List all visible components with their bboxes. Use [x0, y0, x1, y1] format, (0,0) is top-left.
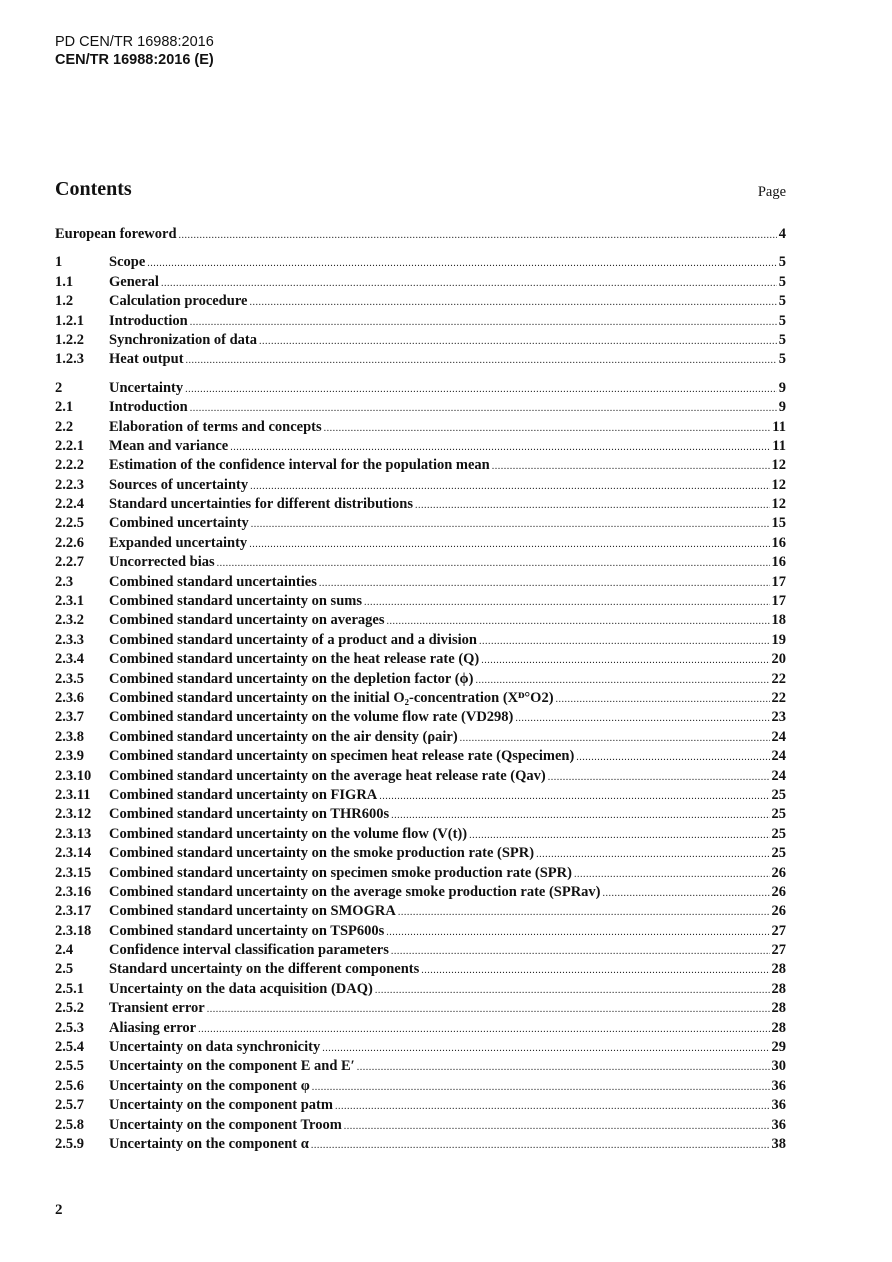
toc-entry-page: 5: [778, 351, 786, 368]
toc-entry[interactable]: [55, 1136, 786, 1155]
toc-entry-number: 2.2.7: [55, 554, 84, 571]
toc-entry-title: Introduction: [109, 399, 188, 416]
toc-entry-number: 2.5.4: [55, 1039, 84, 1056]
toc-entry-title: Synchronization of data: [109, 331, 257, 348]
toc-entry-number: 1.2.1: [55, 312, 84, 329]
toc-entry-page: 24: [771, 767, 786, 784]
toc-entry-page: 20: [771, 651, 786, 668]
toc-entry[interactable]: [55, 1058, 786, 1077]
toc-entry-number: 2.3.3: [55, 631, 84, 648]
toc-entry-title: Combined standard uncertainty on the heat release rate (Q): [109, 651, 480, 668]
toc-entry-page: 28: [771, 961, 786, 978]
toc-entry-page: 36: [771, 1116, 786, 1133]
toc-entry-number: 2: [55, 379, 63, 396]
toc-entry-number: 1.2: [55, 293, 74, 310]
toc-entry[interactable]: [55, 1020, 786, 1039]
toc-entry-page: 19: [771, 631, 786, 648]
toc-entry[interactable]: [55, 254, 786, 273]
toc-entry[interactable]: [55, 690, 786, 709]
toc-entry-title: Combined standard uncertainty on the depletion factor (ϕ): [109, 670, 474, 687]
toc-entry[interactable]: [55, 515, 786, 534]
toc-entry-title: Introduction: [109, 312, 188, 329]
toc-entry-page: 28: [771, 980, 786, 997]
toc-entry-title: Elaboration of terms and concepts: [109, 418, 322, 435]
toc-entry-number: 2.2: [55, 418, 74, 435]
toc-entry[interactable]: [55, 226, 786, 245]
toc-entry-title: Combined standard uncertainty on FIGRA: [109, 786, 378, 803]
toc-entry[interactable]: [55, 961, 786, 980]
page-column-label: Page: [757, 184, 786, 200]
toc-entry-page: 5: [778, 273, 786, 290]
toc-entry[interactable]: [55, 380, 786, 399]
toc-entry-page: 36: [771, 1077, 786, 1094]
toc-entry[interactable]: [55, 1039, 786, 1058]
toc-entry-number: 2.3.1: [55, 593, 84, 610]
toc-entry-title: Uncorrected bias: [109, 554, 215, 571]
toc-entry-title: Combined standard uncertainty on the volume flow (V(t)): [109, 825, 468, 842]
toc-entry-page: 5: [778, 331, 786, 348]
toc-entry-title: Aliasing error: [109, 1019, 197, 1036]
toc-entry-title: Combined standard uncertainty of a product and a division: [109, 631, 477, 648]
toc-entry-number: 2.3.8: [55, 728, 84, 745]
toc-entry-title: Standard uncertainties for different distributions: [109, 496, 413, 513]
toc-entry-number: 2.3.18: [55, 922, 92, 939]
toc-entry-number: 2.5.3: [55, 1019, 84, 1036]
toc-entry-page: 5: [778, 312, 786, 329]
toc-entry-number: 2.5.6: [55, 1077, 84, 1094]
toc-entry[interactable]: [55, 651, 786, 670]
toc-entry-number: 2.3.13: [55, 825, 92, 842]
toc-entry-page: 26: [771, 903, 786, 920]
toc-entry[interactable]: [55, 632, 786, 651]
toc-entry-page: 24: [771, 728, 786, 745]
toc-entry-number: 2.2.1: [55, 437, 84, 454]
toc-entry-number: 2.2.6: [55, 534, 84, 551]
toc-entry-title: Combined standard uncertainty on the average smoke production rate (SPRav): [109, 883, 601, 900]
toc-entry[interactable]: [55, 865, 786, 884]
toc-entry-title: Combined standard uncertainty on TSP600s: [109, 922, 385, 939]
toc-entry-title: Uncertainty on the component Troom: [109, 1116, 342, 1133]
toc-entry[interactable]: [55, 554, 786, 573]
toc-entry-title: Transient error: [109, 1000, 205, 1017]
toc-entry-page: 29: [771, 1039, 786, 1056]
toc-entry[interactable]: [55, 1078, 786, 1097]
toc-entry-number: 2.3.2: [55, 612, 84, 629]
toc-entry-number: 2.2.2: [55, 457, 84, 474]
toc-entry-page: 16: [771, 554, 786, 571]
toc-entry-number: 2.2.5: [55, 515, 84, 532]
page-number: 2: [55, 1202, 63, 1218]
toc-entry-number: 2.5.1: [55, 980, 84, 997]
toc-entry-number: 2.3.6: [55, 689, 84, 706]
toc-entry-title: Combined standard uncertainty on the initial O₂-concentration (Xᴰ°O2): [109, 689, 554, 706]
toc-entry[interactable]: [55, 1117, 786, 1136]
toc-entry-title: Sources of uncertainty: [109, 476, 249, 493]
toc-entry-number: 2.5.8: [55, 1116, 84, 1133]
toc-entry-number: 1.2.2: [55, 331, 84, 348]
toc-entry-page: 17: [771, 593, 786, 610]
toc-entry[interactable]: [55, 942, 786, 961]
toc-entry[interactable]: [55, 496, 786, 515]
toc-entry-title: Combined standard uncertainty on the volume flow rate (VD298): [109, 709, 514, 726]
toc-entry-number: 2.5.7: [55, 1097, 84, 1114]
toc-entry-number: 2.3.17: [55, 903, 92, 920]
toc-entry-page: 25: [771, 786, 786, 803]
toc-entry[interactable]: [55, 787, 786, 806]
toc-entry-number: 2.3.15: [55, 864, 92, 881]
toc-entry-title: Combined standard uncertainty on the average heat release rate (Qav): [109, 767, 546, 784]
toc-entry-title: Combined standard uncertainty on specimen smoke production rate (SPR): [109, 864, 572, 881]
toc-entry-title: Combined standard uncertainty on the air density (ρair): [109, 728, 458, 745]
toc-entry-number: 2.3.7: [55, 709, 84, 726]
toc-entry-title: Combined standard uncertainty on specimen heat release rate (Qspecimen): [109, 748, 575, 765]
toc-entry[interactable]: [55, 419, 786, 438]
toc-entry-number: 2.3.5: [55, 670, 84, 687]
toc-entry-number: 2.2.3: [55, 476, 84, 493]
toc-entry[interactable]: [55, 612, 786, 631]
toc-entry-number: 2.5.9: [55, 1135, 84, 1152]
toc-entry-page: 17: [771, 573, 786, 590]
toc-entry[interactable]: [55, 332, 786, 351]
toc-entry-number: 2.1: [55, 399, 74, 416]
toc-entry-title: Heat output: [109, 351, 184, 368]
toc-entry-page: 22: [771, 689, 786, 706]
toc-entry-page: 25: [771, 806, 786, 823]
toc-entry-number: 2.5.5: [55, 1058, 84, 1075]
toc-entry-page: 24: [771, 748, 786, 765]
toc-entry-number: 2.3.14: [55, 845, 92, 862]
toc-entry[interactable]: [55, 826, 786, 845]
toc-entry-number: 1: [55, 254, 63, 271]
toc-entry[interactable]: [55, 293, 786, 312]
table-of-contents: [55, 226, 786, 1155]
toc-entry-page: 18: [771, 612, 786, 629]
toc-entry[interactable]: [55, 729, 786, 748]
toc-entry-page: 23: [771, 709, 786, 726]
toc-entry-title: Standard uncertainty on the different components: [109, 961, 420, 978]
toc-entry-page: 28: [771, 1000, 786, 1017]
toc-entry[interactable]: [55, 438, 786, 457]
toc-entry-title: Combined standard uncertainty on THR600s: [109, 806, 390, 823]
toc-entry-page: 26: [771, 883, 786, 900]
toc-entry-title: Scope: [109, 254, 146, 271]
toc-entry[interactable]: [55, 1097, 786, 1116]
toc-entry-title: Uncertainty on the component E and E′: [109, 1058, 355, 1075]
toc-entry-page: 27: [771, 922, 786, 939]
toc-entry-page: 12: [771, 496, 786, 513]
toc-entry-title: Combined standard uncertainty on sums: [109, 593, 362, 610]
toc-entry-number: 2.3.16: [55, 883, 92, 900]
toc-entry-number: 2.3: [55, 573, 74, 590]
header-standard-id: PD CEN/TR 16988:2016: [55, 34, 214, 50]
toc-entry-page: 12: [771, 457, 786, 474]
toc-entry-page: 27: [771, 942, 786, 959]
toc-entry-number: 2.3.12: [55, 806, 92, 823]
toc-entry[interactable]: [55, 671, 786, 690]
toc-entry-number: 2.3.9: [55, 748, 84, 765]
toc-entry[interactable]: [55, 981, 786, 1000]
toc-entry-title: Calculation procedure: [109, 293, 248, 310]
toc-entry-page: 25: [771, 845, 786, 862]
toc-entry-page: 36: [771, 1097, 786, 1114]
toc-entry-page: 30: [771, 1058, 786, 1075]
toc-entry-page: 11: [772, 418, 786, 435]
toc-entry-title: Mean and variance: [109, 437, 229, 454]
toc-entry[interactable]: [55, 477, 786, 496]
toc-entry-page: 22: [771, 670, 786, 687]
toc-entry-page: 15: [771, 515, 786, 532]
toc-entry-title: Combined standard uncertainty on SMOGRA: [109, 903, 396, 920]
toc-entry-page: 26: [771, 864, 786, 881]
toc-entry-page: 11: [772, 437, 786, 454]
toc-entry-title: Uncertainty on data synchronicity: [109, 1039, 321, 1056]
toc-entry-page: 9: [778, 379, 786, 396]
toc-entry-page: 5: [778, 254, 786, 271]
toc-entry[interactable]: [55, 313, 786, 332]
toc-entry-number: 1.1: [55, 273, 74, 290]
toc-entry-number: 2.2.4: [55, 496, 84, 513]
toc-entry[interactable]: [55, 535, 786, 554]
toc-entry-title: Uncertainty on the data acquisition (DAQ): [109, 980, 373, 997]
document-header: [55, 33, 214, 69]
toc-entry-number: 2.3.10: [55, 767, 92, 784]
toc-entry-title: Combined standard uncertainty on averages: [109, 612, 385, 629]
toc-entry-page: 16: [771, 534, 786, 551]
toc-entry-title: Uncertainty: [109, 379, 184, 396]
toc-entry-title: Expanded uncertainty: [109, 534, 248, 551]
toc-entry[interactable]: [55, 593, 786, 612]
toc-entry[interactable]: [55, 457, 786, 476]
toc-entry-title: European foreword: [55, 226, 177, 242]
toc-entry-page: 25: [771, 825, 786, 842]
toc-entry[interactable]: [55, 1000, 786, 1019]
toc-entry[interactable]: [55, 923, 786, 942]
toc-entry-title: Uncertainty on the component patm: [109, 1097, 333, 1114]
toc-entry-page: 12: [771, 476, 786, 493]
toc-entry-title: Uncertainty on the component α: [109, 1135, 309, 1152]
toc-entry-number: 2.5.2: [55, 1000, 84, 1017]
toc-entry-number: 2.3.11: [55, 786, 91, 803]
toc-entry[interactable]: [55, 806, 786, 825]
toc-entry[interactable]: [55, 709, 786, 728]
toc-entry-page: 4: [778, 226, 786, 242]
toc-entry-number: 2.4: [55, 942, 74, 959]
header-standard-id-en: CEN/TR 16988:2016 (E): [55, 52, 214, 68]
toc-entry-number: 1.2.3: [55, 351, 84, 368]
toc-entry-title: General: [109, 273, 159, 290]
contents-heading: Contents: [55, 178, 132, 200]
toc-entry-title: Estimation of the confidence interval for the population mean: [109, 457, 490, 474]
toc-entry[interactable]: [55, 399, 786, 418]
toc-entry[interactable]: [55, 274, 786, 293]
toc-entry[interactable]: [55, 903, 786, 922]
toc-entry[interactable]: [55, 351, 786, 370]
toc-entry[interactable]: [55, 768, 786, 787]
toc-entry-number: 2.5: [55, 961, 74, 978]
toc-entry-page: 28: [771, 1019, 786, 1036]
toc-entry-page: 9: [778, 399, 786, 416]
toc-entry[interactable]: [55, 884, 786, 903]
toc-entry-title: Combined standard uncertainty on the smoke production rate (SPR): [109, 845, 535, 862]
toc-entry[interactable]: [55, 845, 786, 864]
toc-entry[interactable]: [55, 748, 786, 767]
toc-entry-title: Confidence interval classification parameters: [109, 942, 389, 959]
toc-entry-title: Combined uncertainty: [109, 515, 249, 532]
toc-entry-number: 2.3.4: [55, 651, 84, 668]
toc-entry-page: 38: [771, 1135, 786, 1152]
toc-entry[interactable]: [55, 574, 786, 593]
toc-entry-title: Combined standard uncertainties: [109, 573, 317, 590]
toc-entry-page: 5: [778, 293, 786, 310]
toc-entry-title: Uncertainty on the component φ: [109, 1077, 310, 1094]
